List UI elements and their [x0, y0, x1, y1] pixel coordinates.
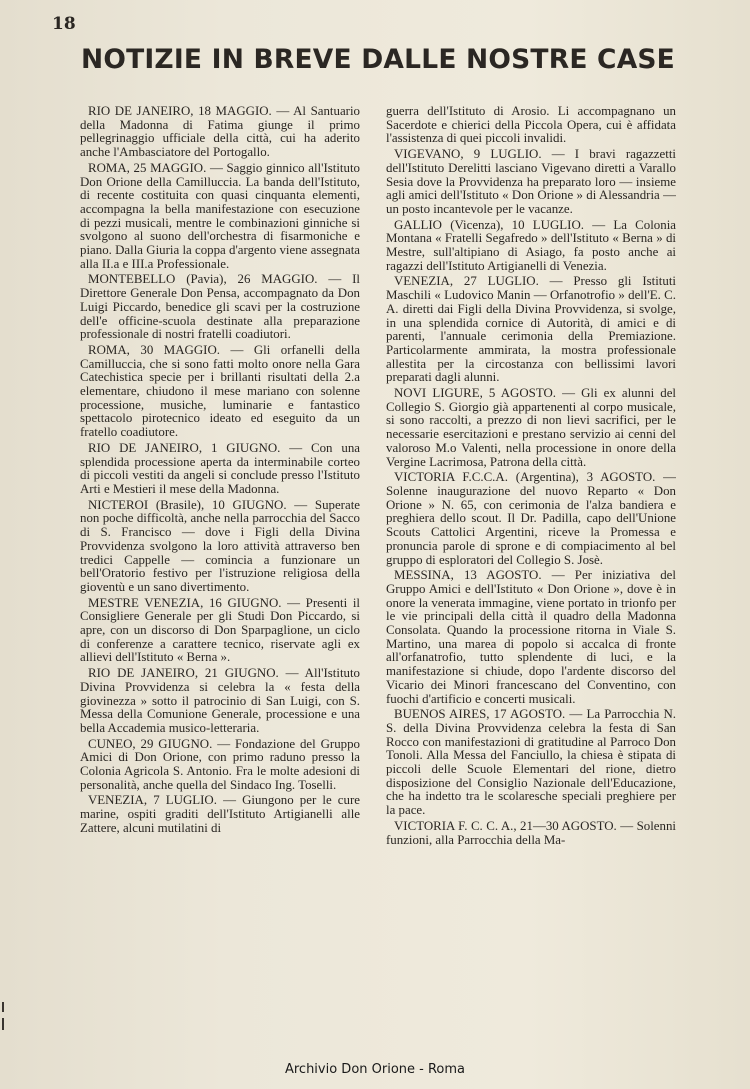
news-item [386, 820, 676, 847]
news-item-text: ROMA, 25 MAGGIO. — Saggio ginnico all'Istituto Don Orione della Camilluccia. La banda dell'Istituto, di recente costituita con quasi cinquanta elementi, accompagna la bella manifestazione con esecuzione di pezzi musicali, mentre le combinazioni ginniche si svolgono al suono dell'orchestra di fisarmoniche e piano. Dalla Giuria la coppa d'argento viene assegnata alla II.a e III.a Professionale. [80, 160, 360, 271]
news-item [386, 275, 676, 385]
news-item [80, 667, 360, 736]
page-number: 18 [52, 14, 76, 34]
binding-mark [2, 1002, 4, 1012]
news-item-text: VICTORIA F.C.C.A. (Argentina), 3 AGOSTO. — Solenne inaugurazione del nuovo Reparto « Don Orione » N. 65, con cerimonia de l'alza bandiera e preghiera dello scout. Il Dr. Padilla, capo dell'Unione Scouts Cattolici Argentini, riceve la Promessa e pronuncia parole di sprone e di compiacimento al bel gruppo di esploratori del Collegio S. Josè. [386, 470, 676, 567]
news-item [80, 499, 360, 595]
page-title: NOTIZIE IN BREVE DALLE NOSTRE CASE [80, 44, 675, 75]
news-item [386, 569, 676, 706]
archive-footer: Archivio Don Orione - Roma [284, 1062, 466, 1077]
news-item [80, 273, 360, 342]
binding-mark [2, 1018, 4, 1030]
news-item [386, 708, 676, 818]
news-item [80, 344, 360, 440]
news-item [386, 148, 676, 217]
news-item-continued [386, 105, 676, 146]
news-item-text: guerra dell'Istituto di Arosio. Li accompagnano un Sacerdote e chierici della Piccola Opera, cui è affidata l'assistenza di quei piccoli invalidi. [386, 105, 676, 146]
news-item-text: VICTORIA F. C. C. A., 21—30 AGOSTO. — Solenni funzioni, alla Parrocchia della Ma- [386, 818, 676, 847]
news-item [386, 387, 676, 469]
news-item-text: VIGEVANO, 9 LUGLIO. — I bravi ragazzetti dell'Istituto Derelitti lasciano Vigevano diretti a Varallo Sesia dove la Provvidenza ha preparato loro — insieme agli amici dell'Istituto « Don Orione » di Alessandria — un posto incantevole per le vacanze. [386, 147, 676, 216]
news-item-text: BUENOS AIRES, 17 AGOSTO. — La Parrocchia N. S. della Divina Provvidenza celebra la festa di San Rocco con manifestazioni di gratitudine al Parroco Don Tonoli. Alla Messa del Fanciullo, la chiesa è stipata di piccoli delle Scuole Elementari del rione, dietro disposizione del Consiglio Nazionale dell'Educazione, che ha indetto tra le scolaresche speciali preghiere per la pace. [386, 707, 676, 818]
news-item [386, 219, 676, 274]
news-item-text: VENEZIA, 7 LUGLIO. — Giungono per le cure marine, ospiti graditi dell'Istituto Artigianelli alle Zattere, alcuni mutilatini di [80, 793, 360, 835]
news-item-text: NICTEROI (Brasile), 10 GIUGNO. — Superate non poche difficoltà, anche nella parrocchia del Sacco di S. Francisco — dove i Figli della Divina Provvidenza svolgono la loro attività attraverso ben tredici Cappelle — comincia a funzionare un bell'Oratorio festivo per l'istruzione religiosa della gioventù e un sano divertimento. [80, 497, 360, 594]
news-item-text: RIO DE JANEIRO, 1 GIUGNO. — Con una splendida processione aperta da interminabile corteo di piccoli vestiti da angeli si conclude presso l'Istituto Arti e Mestieri il mese della Madonna. [80, 440, 360, 496]
news-item-text: RIO DE JANEIRO, 18 MAGGIO. — Al Santuario della Madonna di Fatima giunge il primo pellegrinaggio ufficiale della città, cui ha aderito anche l'Ambasciatore del Portogallo. [80, 105, 360, 160]
news-item-text: VENEZIA, 27 LUGLIO. — Presso gli Istituti Maschili « Ludovico Manin — Orfanotrofio » dell'E. C. A. diretti dai Figli della Divina Provvidenza, si svolge, in una splendida cornice di Autorità, di amici e di parenti, l'annuale cerimonia della Premiazione. Particolarmente ammirata, la mostra professionale allestita per la circostanza con bellissimi lavori preparati dagli alunni. [386, 274, 676, 385]
news-item-text: MONTEBELLO (Pavia), 26 MAGGIO. — Il Direttore Generale Don Pensa, accompagnato da Don Luigi Piccardo, benedice gli scavi per la costruzione dell'e officine-scuola destinate alla preparazione professionale di nostri fratelli coadiutori. [80, 272, 360, 342]
news-item [80, 794, 360, 835]
news-item-text: GALLIO (Vicenza), 10 LUGLIO. — La Colonia Montana « Fratelli Segafredo » dell'Istituto « Berna » di Mestre, sull'altipiano di Asiago, fa posto anche ai ragazzi dell'Istituto Artigianelli di Venezia. [386, 217, 676, 273]
news-item-text: RIO DE JANEIRO, 21 GIUGNO. — All'Istituto Divina Provvidenza si celebra la « festa della giovinezza » sotto il patrocinio di San Luigi, con S. Messa della Comunione Generale, processione e una bella Accademia musico-letteraria. [80, 666, 360, 735]
left-column [80, 105, 360, 1035]
news-item [386, 471, 676, 567]
news-item-text: ROMA, 30 MAGGIO. — Gli orfanelli della Camilluccia, che si sono fatti molto onore nella Gara Catechistica specie per i brillanti risultati della 2.a elementare, chiudono il mese mariano con solenne processione, musiche, luminarie e fantastico spettacolo pirotecnico ideato ed eseguito da un fratello coadiutore. [80, 342, 360, 440]
news-item-text: CUNEO, 29 GIUGNO. — Fondazione del Gruppo Amici di Don Orione, con primo raduno presso la Colonia Agricola S. Antonio. Fra le molte adesioni di personalità, anche quella del Sindaco Ing. Toselli. [80, 736, 360, 792]
news-item [80, 105, 360, 160]
right-column [386, 105, 676, 1035]
news-item [80, 162, 360, 272]
news-item-text: MESSINA, 13 AGOSTO. — Per iniziativa del Gruppo Amici e dell'Istituto « Don Orione », dove è in onore la venerata immagine, viene portato in trionfo per le vie principali della città il quadro della Madonna Consolata. Quando la processione ritorna in Viale S. Martino, una marea di popolo si accalca di fronte all'orfanatrofio, tutto splendente di luci, e la manifestazione si chiude, dopo l'ardente discorso del Vicario dei Minori francescano del Conventino, con fuochi d'artificio e concerti musicali. [386, 568, 676, 706]
news-item [80, 597, 360, 666]
news-item [80, 442, 360, 497]
news-item-text: NOVI LIGURE, 5 AGOSTO. — Gli ex alunni del Collegio S. Giorgio già appartenenti al corpo musicale, si sono raccolti, a prezzo di non lievi sacrifici, per le necessarie esercitazioni e prestano servizio ai cenni del valoroso M.o Valenti, nella processione in onore della Vergine Lacrimosa, Patrona della città. [386, 386, 676, 469]
news-item [80, 738, 360, 793]
news-item-text: MESTRE VENEZIA, 16 GIUGNO. — Presenti il Consigliere Generale per gli Studi Don Piccardo, si apre, con un discorso di Don Sparpaglione, un ciclo di conferenze a carattere tecnico, riservate agli ex allievi dell'Istituto « Berna ». [80, 595, 360, 665]
